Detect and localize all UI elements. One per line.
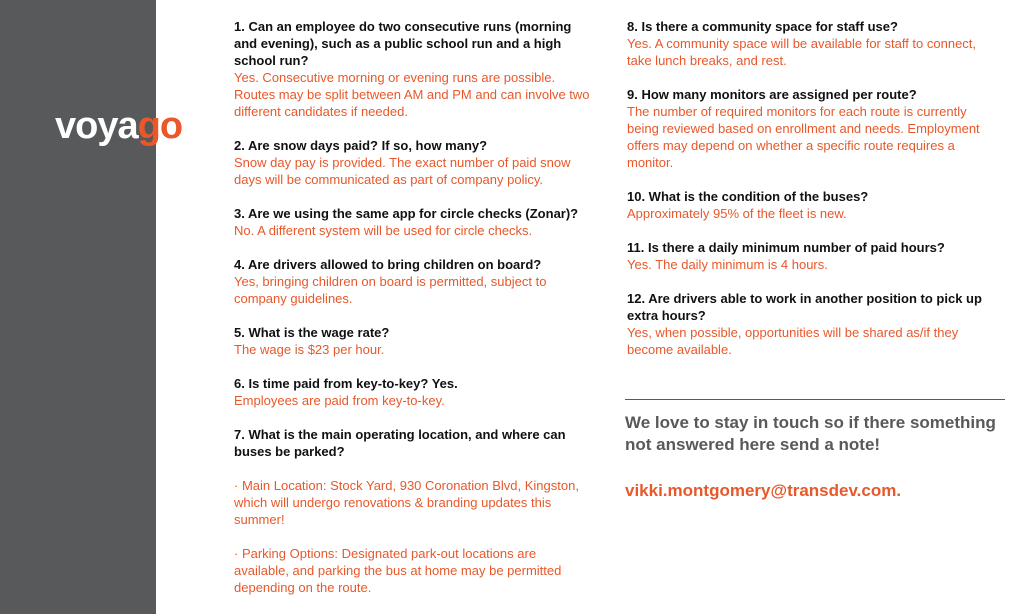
faq-item-11 (627, 239, 1002, 273)
faq-answer-5: The wage is $23 per hour. (234, 342, 385, 357)
voyago-logo (55, 104, 215, 154)
faq-answer-4: Yes, bringing children on board is permitted, subject to company guidelines. (234, 274, 547, 306)
logo-text-go: go (137, 105, 183, 147)
contact-message: We love to stay in touch so if there something not answered here send a note! (625, 413, 996, 454)
faq-column-left (234, 18, 594, 613)
faq-question-7: 7. What is the main operating location, and where can buses be parked? (234, 427, 566, 459)
sidebar (0, 0, 183, 614)
faq-item-4 (234, 256, 594, 307)
faq-question-5: 5. What is the wage rate? (234, 325, 390, 340)
faq-question-6: 6. Is time paid from key-to-key? Yes. (234, 376, 458, 391)
faq-item-10 (627, 188, 1002, 222)
faq-item-3 (234, 205, 594, 239)
faq-question-12: 12. Are drivers able to work in another position to pick up extra hours? (627, 291, 982, 323)
faq-answer-1: Yes. Consecutive morning or evening runs are possible. Routes may be split between AM and PM and can involve two different candidates if needed. (234, 70, 590, 119)
faq-answer-3: No. A different system will be used for circle checks. (234, 223, 533, 238)
faq-item-5 (234, 324, 594, 358)
faq-question-4: 4. Are drivers allowed to bring children on board? (234, 257, 542, 272)
faq-answer-6: Employees are paid from key-to-key. (234, 393, 445, 408)
faq-answer-9: The number of required monitors for each route is currently being reviewed based on enrollment and needs. Employment offers may depend on whether a specific route requires a monitor. (627, 104, 980, 170)
faq-question-8: 8. Is there a community space for staff use? (627, 19, 898, 34)
faq-question-3: 3. Are we using the same app for circle checks (Zonar)? (234, 206, 579, 221)
faq-item-9 (627, 86, 1002, 171)
faq-item-8 (627, 18, 1002, 69)
faq-answer-7-parking: · Parking Options: Designated park-out locations are available, and parking the bus at home may be permitted depending on the route. (234, 546, 562, 595)
faq-column-right (627, 18, 1002, 375)
faq-answer-7 (234, 477, 594, 596)
contact-email-link[interactable]: vikki.montgomery@transdev.com. (625, 481, 902, 500)
faq-item-2 (234, 137, 594, 188)
faq-answer-8: Yes. A community space will be available for staff to connect, take lunch breaks, and rest. (627, 36, 977, 68)
faq-answer-12: Yes, when possible, opportunities will be shared as/if they become available. (627, 325, 959, 357)
faq-question-10: 10. What is the condition of the buses? (627, 189, 869, 204)
faq-question-9: 9. How many monitors are assigned per route? (627, 87, 917, 102)
faq-question-2: 2. Are snow days paid? If so, how many? (234, 138, 488, 153)
faq-question-11: 11. Is there a daily minimum number of paid hours? (627, 240, 945, 255)
faq-answer-2: Snow day pay is provided. The exact number of paid snow days will be communicated as part of company policy. (234, 155, 571, 187)
section-divider (625, 399, 1005, 400)
logo-text-voya: voya (55, 105, 138, 147)
faq-item-12 (627, 290, 1002, 358)
faq-answer-10: Approximately 95% of the fleet is new. (627, 206, 847, 221)
faq-item-6 (234, 375, 594, 409)
svg-text:voyago (55, 105, 182, 147)
faq-item-7 (234, 426, 594, 596)
faq-question-1: 1. Can an employee do two consecutive runs (morning and evening), such as a public school run and a high school run? (234, 19, 572, 68)
faq-answer-7-main-location: · Main Location: Stock Yard, 930 Coronation Blvd, Kingston, which will undergo renovations & branding updates this summer! (234, 478, 579, 527)
voyago-logo-wordmark (55, 104, 215, 154)
faq-answer-11: Yes. The daily minimum is 4 hours. (627, 257, 828, 272)
faq-item-1 (234, 18, 594, 120)
